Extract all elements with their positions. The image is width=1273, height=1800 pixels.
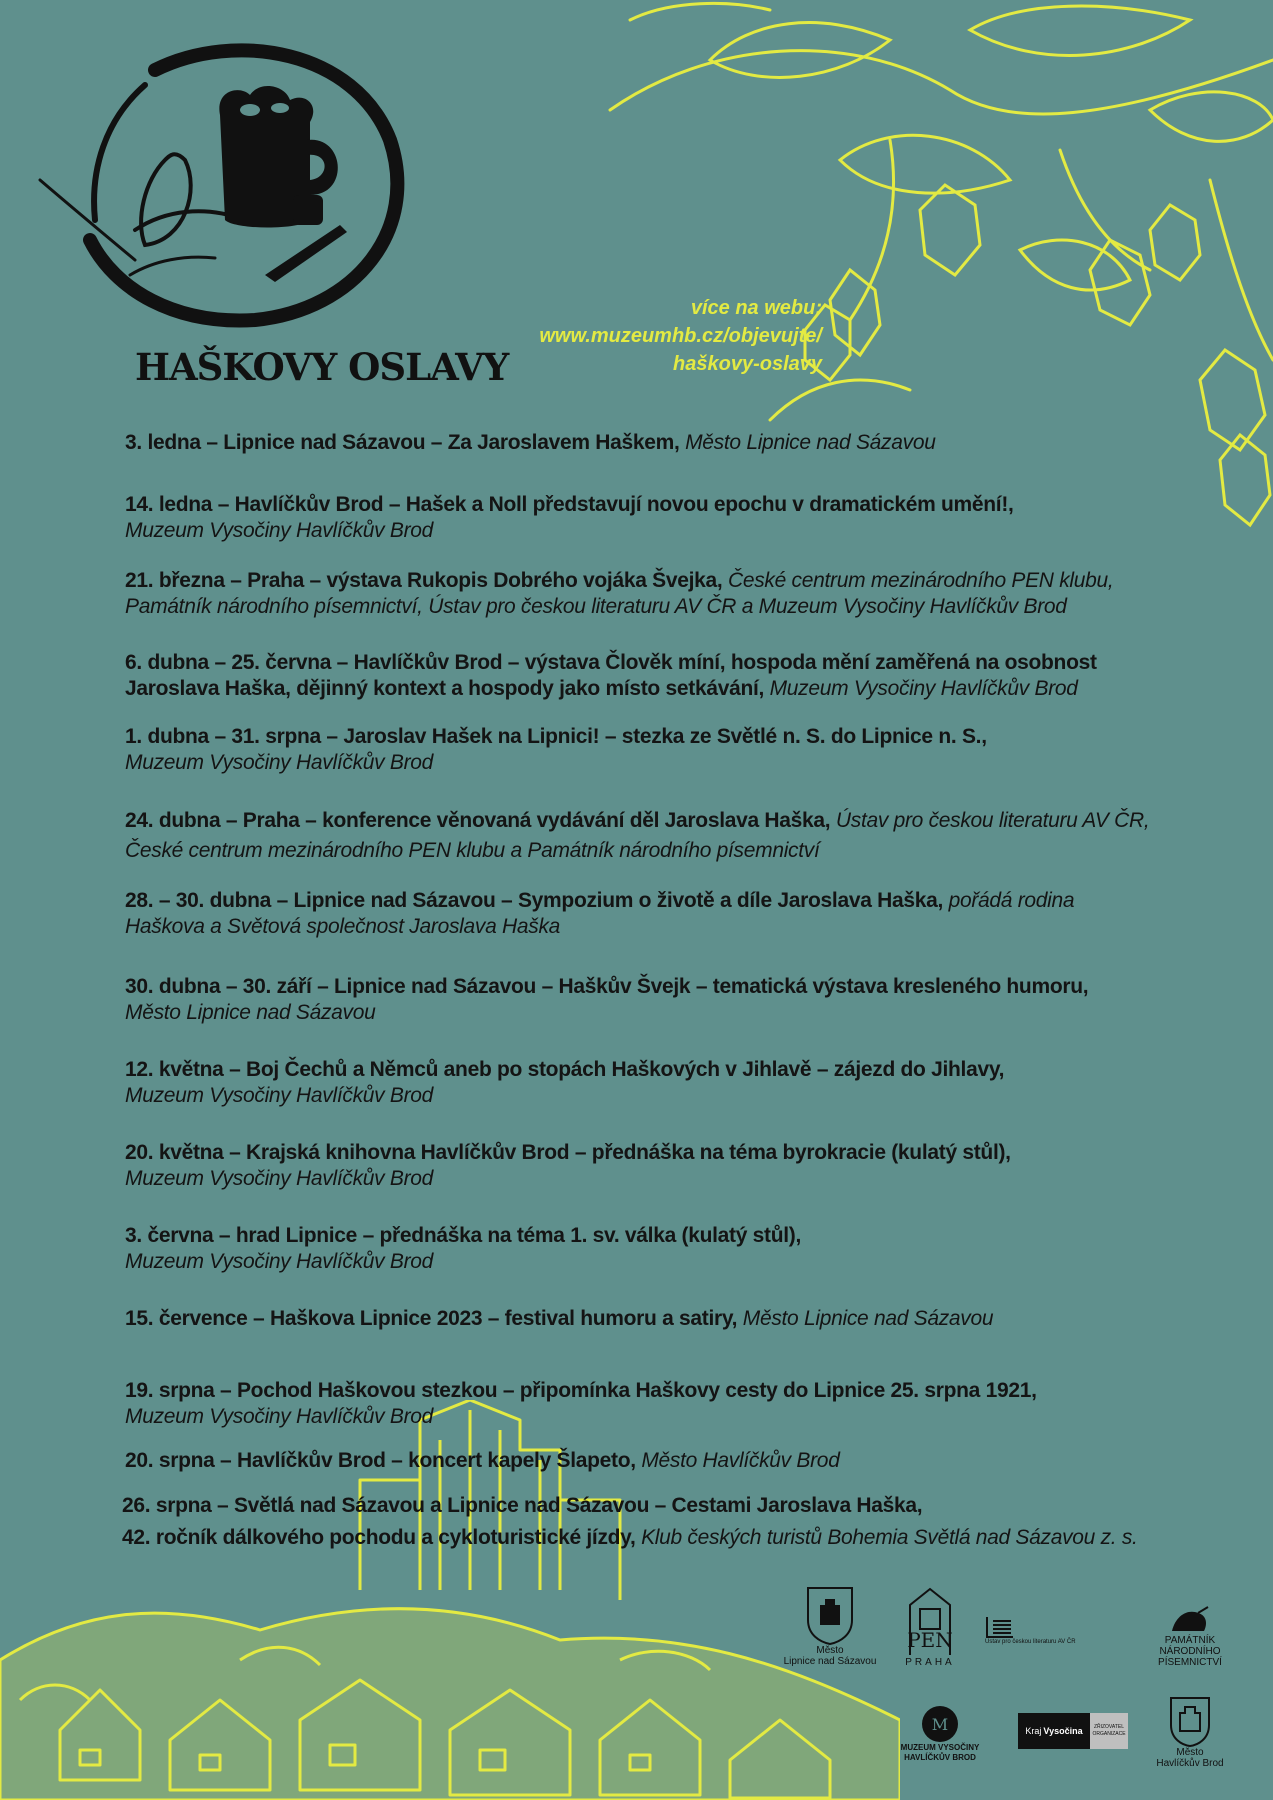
event-title: 14. ledna – Havlíčkův Brod – Hašek a Noll představují novou epochu v dramatickém umění!,	[125, 493, 1014, 516]
event-organizer: České centrum mezinárodního PEN klubu,	[722, 569, 1114, 592]
partner-pamatnik: PAMÁTNÍK NÁRODNÍHO PÍSEMNICTVÍ	[1150, 1605, 1230, 1668]
event-item-continuation	[125, 1404, 433, 1430]
event-title: 3. června – hrad Lipnice – přednáška na téma 1. sv. válka (kulatý stůl),	[125, 1224, 801, 1247]
event-title: 19. srpna – Pochod Haškovou stezkou – připomínka Haškovy cesty do Lipnice 25. srpna 1921,	[125, 1379, 1037, 1402]
event-item-continuation	[125, 914, 560, 940]
event-item-continuation	[125, 1083, 433, 1109]
website-url[interactable]: www.muzeumhb.cz/objevujte/	[539, 325, 822, 347]
event-item-continuation	[125, 750, 433, 776]
event-title: 24. dubna – Praha – konference věnovaná vydávání děl Jaroslava Haška,	[125, 809, 831, 832]
event-title: 15. července – Haškova Lipnice 2023 – festival humoru a satiry,	[125, 1307, 738, 1330]
muzeum-mv-logo-icon	[921, 1705, 959, 1743]
event-title: 3. ledna – Lipnice nad Sázavou – Za Jaroslavem Haškem,	[125, 431, 680, 454]
event-organizer: Město Havlíčkův Brod	[635, 1449, 840, 1472]
event-organizer: Klub českých turistů Bohemia Světlá nad Sázavou z. s.	[635, 1526, 1138, 1549]
event-item	[125, 1057, 1004, 1083]
event-item	[122, 1493, 922, 1519]
event-organizer: Památník národního písemnictví, Ústav pro českou literaturu AV ČR a Muzeum Vysočiny Havlíčkův Brod	[125, 595, 1067, 618]
event-organizer: Město Lipnice nad Sázavou	[679, 431, 936, 454]
event-item-continuation	[125, 1249, 433, 1275]
event-title: 21. března – Praha – výstava Rukopis Dobrého vojáka Švejka,	[125, 569, 723, 592]
event-item-continuation	[125, 676, 1078, 702]
lipnice-coat-of-arms-icon	[805, 1585, 855, 1645]
partner-ucl: Ústav pro českou literaturu AV ČR	[985, 1615, 1105, 1646]
event-item	[125, 650, 1097, 676]
event-organizer: Muzeum Vysočiny Havlíčkův Brod	[125, 1250, 434, 1273]
svg-text:PEN: PEN	[907, 1628, 953, 1652]
partner-havlickuv-brod: Město Havlíčkův Brod	[1145, 1695, 1235, 1769]
havlickuv-brod-coat-of-arms-icon	[1168, 1695, 1212, 1747]
beer-ink-pen-logo-icon	[35, 30, 445, 340]
partner-logos	[780, 1585, 1260, 1785]
event-item	[125, 492, 1014, 518]
event-title: Jaroslava Haška, dějinný kontext a hospody jako místo setkávání,	[125, 677, 765, 700]
partner-muzeum: M MUZEUM VYSOČINY HAVLÍČKŮV BROD	[895, 1705, 985, 1763]
event-item	[125, 1223, 801, 1249]
event-organizer: České centrum mezinárodního PEN klubu a Památník národního písemnictví	[125, 839, 820, 862]
event-title: 6. dubna – 25. června – Havlíčkův Brod – výstava Člověk míní, hospoda mění zaměřená na osobnost	[125, 651, 1097, 674]
partner-lipnice: Město Lipnice nad Sázavou	[780, 1585, 880, 1667]
event-organizer: Muzeum Vysočiny Havlíčkův Brod	[125, 1084, 434, 1107]
logo-title: HAŠKOVY OSLAVY	[135, 345, 509, 389]
event-organizer: pořádá rodina	[943, 889, 1075, 912]
event-item-continuation	[125, 1000, 376, 1026]
event-item	[125, 888, 1074, 914]
event-organizer: Haškova a Světová společnost Jaroslava Haška	[125, 915, 561, 938]
event-title: 20. května – Krajská knihovna Havlíčkův Brod – přednáška na téma byrokracie (kulatý stůl),	[125, 1141, 1011, 1164]
pen-club-logo-icon	[902, 1585, 958, 1657]
event-item-continuation	[125, 594, 1067, 620]
event-item-continuation	[125, 518, 433, 544]
event-title: 26. srpna – Světlá nad Sázavou a Lipnice nad Sázavou – Cestami Jaroslava Haška,	[122, 1494, 923, 1517]
event-item	[125, 568, 1113, 594]
event-item	[125, 1306, 993, 1332]
ucl-logo-icon	[985, 1615, 1015, 1639]
event-title: 28. – 30. dubna – Lipnice nad Sázavou – Sympozium o životě a díle Jaroslava Haška,	[125, 889, 944, 912]
event-item	[125, 1140, 1011, 1166]
event-item	[125, 1448, 840, 1474]
event-title: 1. dubna – 31. srpna – Jaroslav Hašek na Lipnici! – stezka ze Světlé n. S. do Lipnice n. S.,	[125, 725, 987, 748]
event-item	[125, 808, 1149, 834]
website-url-path[interactable]: haškovy-oslavy	[673, 353, 822, 375]
event-item	[125, 430, 936, 456]
event-item	[125, 1378, 1037, 1404]
website-label: více na webu:	[690, 297, 822, 319]
event-organizer: Muzeum Vysočiny Havlíčkův Brod	[125, 1405, 434, 1428]
event-organizer: Muzeum Vysočiny Havlíčkův Brod	[125, 1167, 434, 1190]
event-title: 30. dubna – 30. září – Lipnice nad Sázavou – Haškův Švejk – tematická výstava kresleného humoru,	[125, 975, 1089, 998]
website-info	[470, 294, 822, 378]
partner-pen: PEN PRAHA	[895, 1585, 965, 1668]
event-item	[125, 974, 1088, 1000]
event-item-continuation	[125, 1166, 433, 1192]
event-item-continuation	[122, 1525, 1138, 1551]
kraj-vysocina-logo-icon: Kraj Vysočina ZŘIZOVATEL ORGANIZACE	[1018, 1713, 1128, 1749]
event-title: 42. ročník dálkového pochodu a cykloturistické jízdy,	[122, 1526, 636, 1549]
event-title: 20. srpna – Havlíčkův Brod – koncert kapely Šlapeto,	[125, 1449, 636, 1472]
event-organizer: Město Lipnice nad Sázavou	[125, 1001, 376, 1024]
pamatnik-lion-icon	[1168, 1605, 1212, 1635]
event-organizer: Muzeum Vysočiny Havlíčkův Brod	[125, 751, 434, 774]
event-organizer: Ústav pro českou literaturu AV ČR,	[830, 809, 1150, 832]
event-item	[125, 724, 987, 750]
event-item-continuation	[125, 838, 820, 864]
svg-text:M: M	[931, 1715, 949, 1734]
event-organizer: Město Lipnice nad Sázavou	[737, 1307, 994, 1330]
event-title: 12. května – Boj Čechů a Němců aneb po stopách Haškových v Jihlavě – zájezd do Jihlavy,	[125, 1058, 1005, 1081]
event-organizer: Muzeum Vysočiny Havlíčkův Brod	[764, 677, 1078, 700]
event-organizer: Muzeum Vysočiny Havlíčkův Brod	[125, 519, 434, 542]
partner-kraj-vysocina	[1018, 1713, 1128, 1749]
